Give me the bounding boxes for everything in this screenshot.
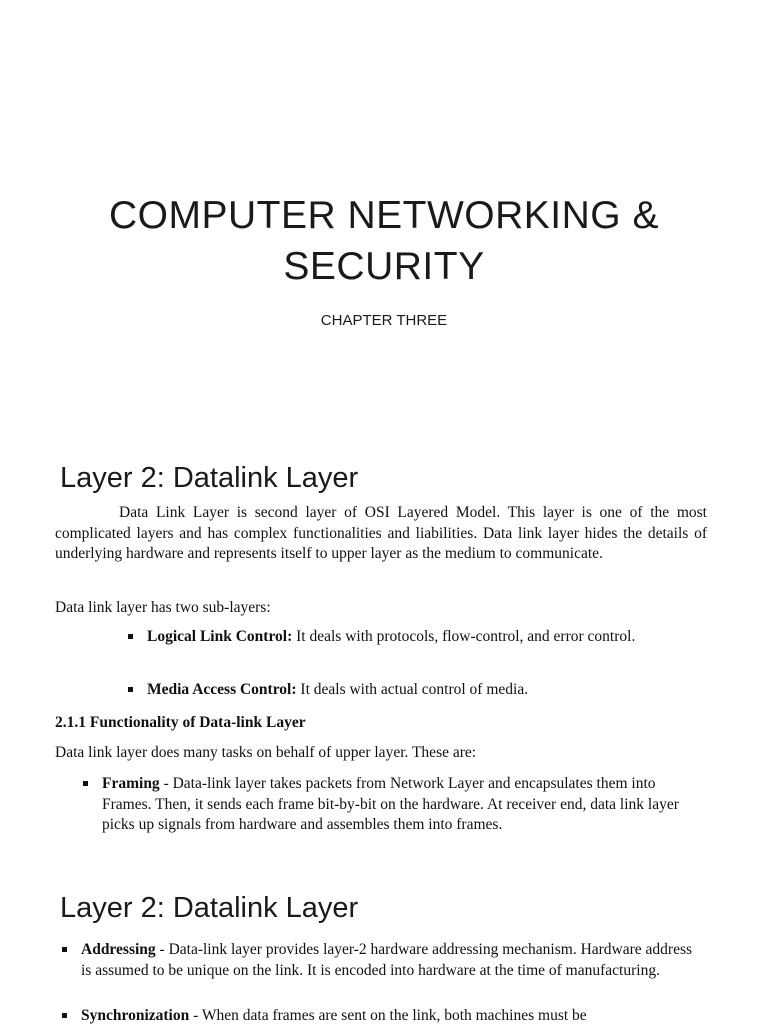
content-slide-1 [0, 430, 768, 870]
presentation-subtitle: CHAPTER THREE [320, 312, 448, 329]
slide-heading: Layer 2: Datalink Layer [60, 462, 359, 494]
list-item-description: - Data-link layer provides layer-2 hardware addressing mechanism. Hardware address is assumed to be unique on the link. It is encoded into hardware at the time of manufacturing. [81, 941, 693, 979]
list-item-text [102, 774, 693, 836]
square-bullet-icon [62, 947, 67, 952]
square-bullet-icon [128, 634, 133, 639]
slide-heading: Layer 2: Datalink Layer [60, 892, 359, 924]
list-item [128, 627, 688, 648]
tasks-intro: Data link layer does many tasks on behalf of upper layer. These are: [55, 744, 477, 761]
list-item-term: Synchronization [81, 1007, 190, 1024]
list-item-description: - Data-link layer takes packets from Network Layer and encapsulates them into Frames. Then, it sends each frame bit-by-bit on the hardware. At receiver end, data link layer picks up signals from hardware and assembles them into frames. [102, 775, 679, 833]
list-item [62, 1006, 702, 1027]
section-heading: 2.1.1 Functionality of Data-link Layer [55, 714, 306, 731]
list-item [83, 774, 693, 836]
list-item-description: - When data frames are sent on the link, both machines must be [189, 1007, 587, 1024]
content-slide-2 [0, 870, 768, 1024]
list-item-text [81, 940, 702, 981]
square-bullet-icon [128, 687, 133, 692]
list-item [128, 680, 688, 701]
title-line-1: COMPUTER NETWORKING & [108, 194, 659, 237]
list-item [62, 940, 702, 981]
intro-paragraph [55, 503, 707, 565]
title-slide [0, 0, 768, 430]
list-item-term: Addressing [81, 941, 156, 958]
sublayers-intro: Data link layer has two sub-layers: [55, 599, 271, 616]
list-item-description: It deals with protocols, flow-control, and error control. [292, 628, 636, 645]
square-bullet-icon [62, 1013, 67, 1018]
list-item-term: Logical Link Control: [147, 628, 293, 645]
intro-text: Data Link Layer is second layer of OSI Layered Model. This layer is one of the most complicated layers and has complex functionalities and liabilities. Data link layer hides the details of underlying hardware and represents itself to upper layer as the medium to communicate. [55, 504, 707, 562]
list-item-term: Framing [102, 775, 160, 792]
square-bullet-icon [83, 781, 88, 786]
presentation-title [0, 190, 768, 292]
list-item-term: Media Access Control: [147, 681, 297, 698]
list-item-text [81, 1006, 587, 1027]
list-item-description: It deals with actual control of media. [296, 681, 529, 698]
list-item-text [147, 680, 528, 701]
title-line-2: SECURITY [283, 245, 485, 288]
list-item-text [147, 627, 635, 648]
